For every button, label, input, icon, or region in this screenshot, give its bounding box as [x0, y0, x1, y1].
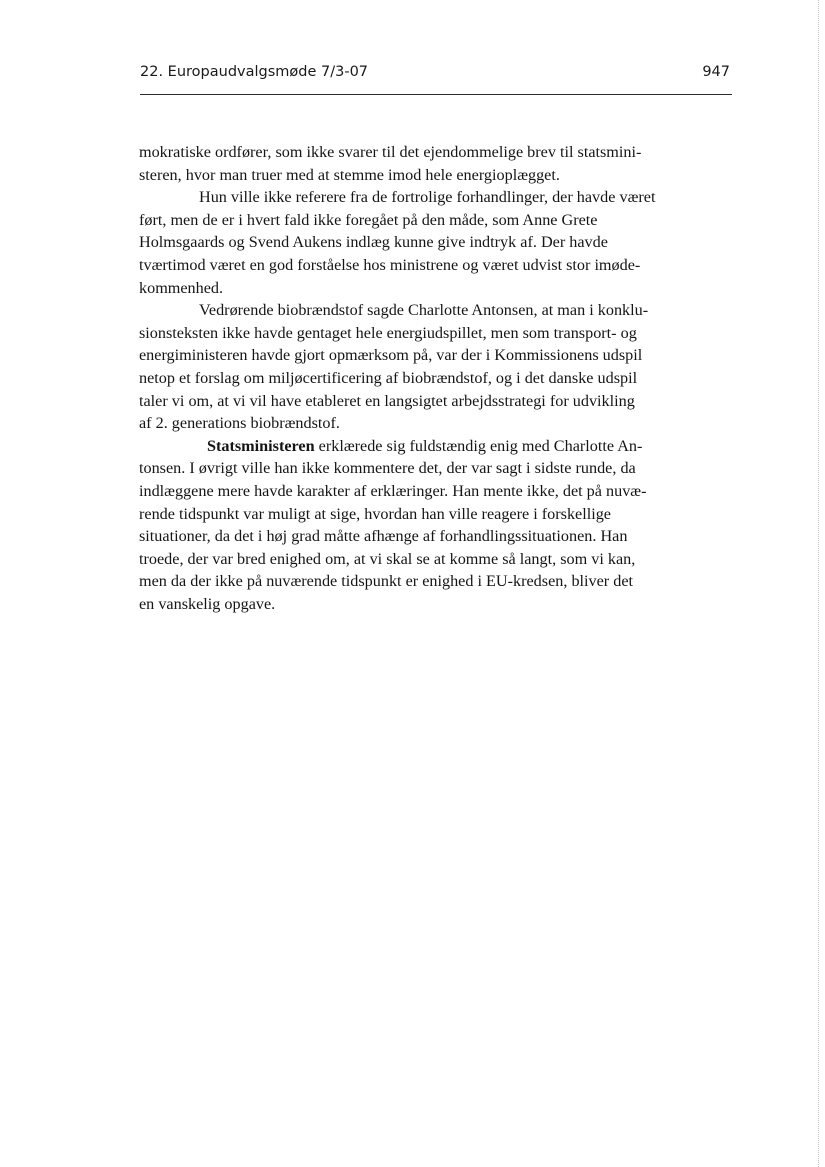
text-line: men da der ikke på nuværende tidspunkt er enighed i EU-kredsen, bliver det	[139, 572, 634, 591]
text-line: tonsen. I øvrigt ville han ikke kommentere det, der var sagt i sidste runde, da	[139, 459, 636, 478]
header-rule	[140, 94, 732, 95]
text-line: situationer, da det i høj grad måtte afhænge af forhandlingssituationen. Han	[139, 527, 628, 546]
text-line: tværtimod været en god forståelse hos ministrene og været udvist stor imøde-	[139, 255, 641, 274]
text-line: netop et forslag om miljøcertificering af biobrændstof, og i det danske udspil	[139, 368, 638, 387]
text-line: mokratiske ordfører, som ikke svarer til det ejendommelige brev til statsmini-	[139, 143, 642, 161]
speaker-name: Statsministeren	[207, 436, 315, 455]
speaker-statement: erklærede sig fuldstændig enig med Charlotte An-	[314, 436, 643, 455]
scan-edge-divider	[817, 0, 819, 1167]
paragraph-3	[139, 299, 731, 435]
text-line: ført, men de er i hvert fald ikke foregået på den måde, som Anne Grete	[139, 210, 598, 229]
body-text	[139, 141, 731, 615]
running-header	[140, 64, 730, 80]
text-line: steren, hvor man truer med at stemme imod hele energioplægget.	[139, 165, 560, 184]
text-line: troede, der var bred enighed om, at vi skal se at komme så langt, som vi kan,	[139, 549, 636, 568]
text-line: energiministeren havde gjort opmærksom på, var der i Kommissionens udspil	[139, 346, 643, 365]
text-line	[139, 435, 731, 458]
text-line: kommenhed.	[139, 278, 224, 297]
text-line: taler vi om, at vi vil have etableret en langsigtet arbejdsstrategi for udvikling	[139, 391, 635, 410]
text-line: sionsteksten ikke havde gentaget hele energiudspillet, men som transport- og	[139, 323, 637, 342]
text-line: rende tidspunkt var muligt at sige, hvordan han ville reagere i forskellige	[139, 504, 611, 523]
page-number: 947	[702, 64, 730, 80]
text-line: Vedrørende biobrændstof sagde Charlotte Antonsen, at man i konklu-	[199, 301, 649, 320]
text-line: en vanskelig opgave.	[139, 594, 276, 613]
paragraph-2	[139, 186, 731, 299]
text-line: Hun ville ikke referere fra de fortrolige forhandlinger, der havde været	[199, 188, 656, 207]
text-line: Holmsgaards og Svend Aukens indlæg kunne give indtryk af. Der havde	[139, 233, 608, 252]
text-line: af 2. generations biobrændstof.	[139, 414, 340, 433]
running-title: 22. Europaudvalgsmøde 7/3-07	[140, 64, 369, 80]
paragraph-1	[139, 141, 731, 186]
paragraph-4	[139, 435, 731, 616]
text-line: indlæggene mere havde karakter af erklæringer. Han mente ikke, det på nuvæ-	[139, 481, 647, 500]
